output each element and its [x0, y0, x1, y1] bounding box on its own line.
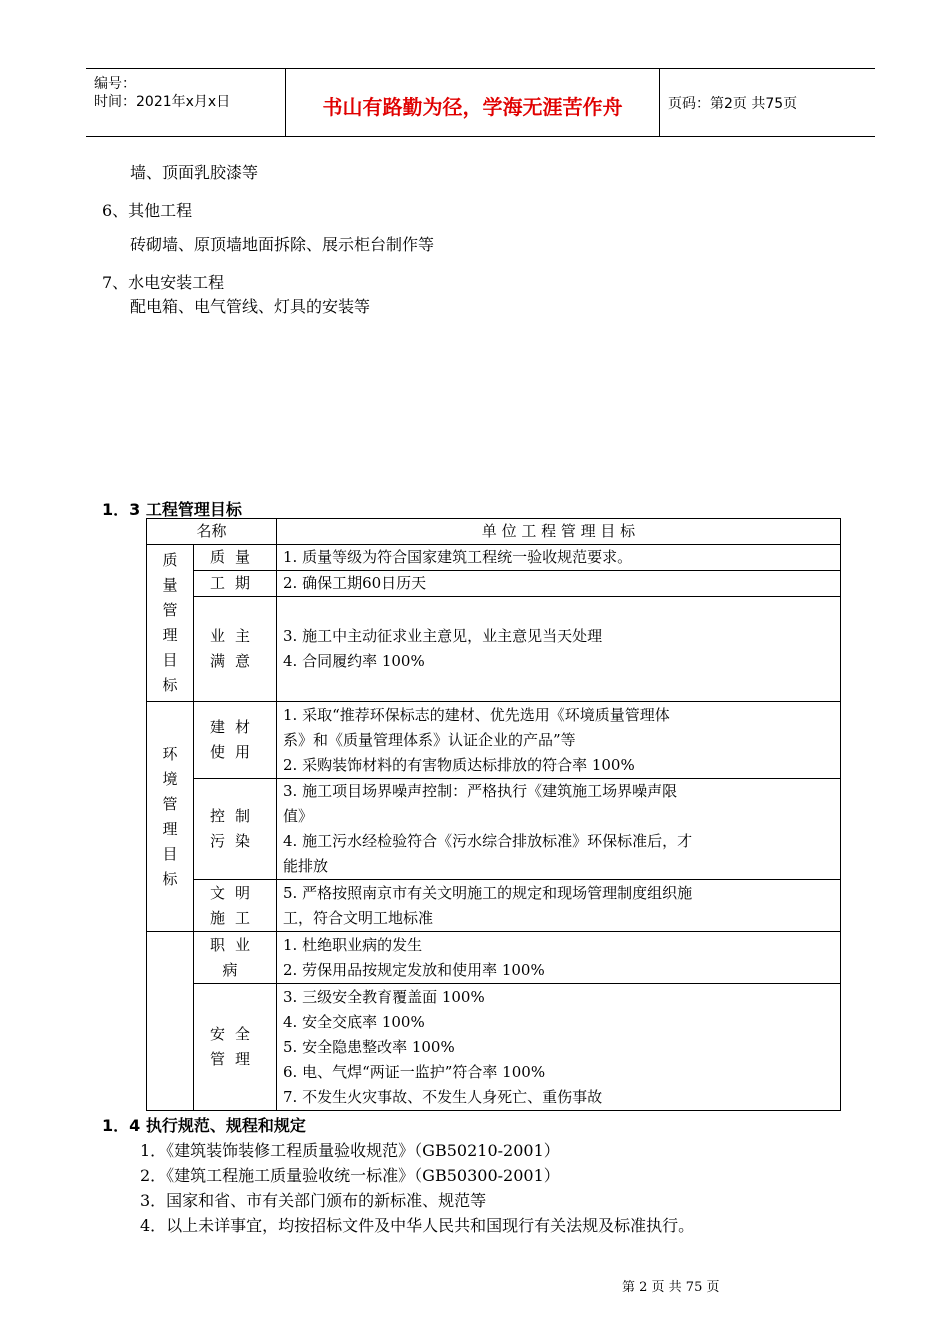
category-cell	[147, 702, 194, 932]
sub-label: 业主 满意	[209, 627, 260, 670]
header-page-cell	[660, 69, 875, 136]
target-line: 6. 电、气焊“两证一监护”符合率 100%	[283, 1062, 546, 1081]
motto: 书山有路勤为径，学海无涯苦作舟	[322, 95, 623, 119]
header-meta-cell	[86, 69, 286, 136]
sub-label: 安全 管理	[209, 1025, 260, 1068]
category-cell	[147, 932, 194, 1111]
table-row	[147, 597, 841, 702]
regulation-item: 1．《建筑装饰装修工程质量验收规范》（GB50210-2001）	[140, 1141, 560, 1160]
target-cell	[277, 702, 841, 779]
sub-cell	[194, 984, 277, 1111]
target-line: 1. 质量等级为符合国家建筑工程统一验收规范要求。	[283, 548, 633, 566]
document-header	[86, 68, 875, 137]
target-line: 4. 合同履约率 100%	[283, 652, 425, 670]
target-line: 值》	[283, 807, 314, 825]
target-line: 3. 施工中主动征求业主意见，业主意见当天处理	[283, 627, 603, 645]
category-cell	[147, 545, 194, 702]
section-1-3-title: 1．3 工程管理目标	[102, 500, 242, 519]
management-goals-table	[146, 518, 841, 1111]
category-label: 质 量 管 理 目 标	[162, 551, 178, 694]
target-cell	[277, 545, 841, 571]
time-label: 时间：2021年x月x日	[94, 94, 231, 110]
sub-cell	[194, 779, 277, 880]
sub-cell: 质量	[194, 545, 277, 571]
target-line: 4. 安全交底率 100%	[283, 1012, 425, 1031]
page-footer: 第 2 页 共 75 页	[622, 1280, 720, 1295]
target-line: 能排放	[283, 857, 329, 875]
sub-label: 职业 病	[209, 935, 260, 979]
target-line: 2. 确保工期60日历天	[283, 574, 427, 592]
target-line: 7. 不发生火灾事故、不发生人身死亡、重伤事故	[283, 1087, 603, 1106]
target-line: 工，符合文明工地标准	[283, 908, 434, 927]
table-row	[147, 545, 841, 571]
table-row	[147, 984, 841, 1111]
category-label: 环 境 管 理 目 标	[162, 744, 178, 888]
table-header-row	[147, 519, 841, 545]
target-line: 5. 严格按照南京市有关文明施工的规定和现场管理制度组织施	[283, 883, 693, 902]
header-target-cell: 单 位 工 程 管 理 目 标	[277, 519, 841, 545]
sub-label: 控制 污染	[209, 807, 260, 850]
sub-label: 文明 施工	[209, 883, 260, 927]
item6-desc: 砖砌墙、原顶墙地面拆除、展示柜台制作等	[130, 235, 435, 254]
regulation-item: 4．以上未详事宜，均按招标文件及中华人民共和国现行有关法规及标准执行。	[140, 1216, 695, 1235]
sub-label: 建材 使用	[209, 718, 260, 761]
target-line: 1. 采取“推荐环保标志的建材、优先选用《环境质量管理体	[283, 705, 670, 724]
target-cell	[277, 984, 841, 1111]
section-1-4-title: 1．4 执行规范、规程和规定	[102, 1116, 306, 1135]
number-label: 编号：	[94, 76, 136, 92]
target-line: 5. 安全隐患整改率 100%	[283, 1037, 455, 1056]
target-line: 4. 施工污水经检验符合《污水综合排放标准》环保标准后，才	[283, 832, 693, 850]
target-line: 3. 三级安全教育覆盖面 100%	[283, 987, 485, 1006]
target-line: 系》和《质量管理体系》认证企业的产品”等	[283, 730, 576, 749]
target-cell	[277, 779, 841, 880]
table-row	[147, 702, 841, 779]
sub-cell	[194, 932, 277, 984]
table-row	[147, 779, 841, 880]
target-line: 2. 劳保用品按规定发放和使用率 100%	[283, 960, 545, 979]
target-cell	[277, 571, 841, 597]
target-line: 3. 施工项目场界噪声控制：严格执行《建筑施工场界噪声限	[283, 782, 678, 800]
item7-desc: 配电箱、电气管线、灯具的安装等	[130, 297, 371, 316]
sub-cell	[194, 702, 277, 779]
item7-title: 7、水电安装工程	[102, 273, 225, 292]
table-row	[147, 880, 841, 932]
target-cell	[277, 597, 841, 702]
wall-line: 墙、顶面乳胶漆等	[130, 163, 259, 182]
table-row	[147, 571, 841, 597]
regulation-item: 3．国家和省、市有关部门颁布的新标准、规范等	[140, 1191, 487, 1210]
table-row	[147, 932, 841, 984]
target-cell	[277, 880, 841, 932]
sub-cell: 工期	[194, 571, 277, 597]
header-name-cell: 名称	[147, 519, 277, 545]
sub-cell	[194, 880, 277, 932]
target-line: 1. 杜绝职业病的发生	[283, 935, 423, 954]
sub-cell	[194, 597, 277, 702]
item6-title: 6、其他工程	[102, 201, 193, 220]
page-label: 页码：第2页 共75页	[668, 96, 798, 112]
target-line: 2. 采购装饰材料的有害物质达标排放的符合率 100%	[283, 755, 635, 774]
header-motto-cell	[286, 69, 660, 136]
regulation-item: 2．《建筑工程施工质量验收统一标准》（GB50300-2001）	[140, 1166, 560, 1185]
target-cell	[277, 932, 841, 984]
